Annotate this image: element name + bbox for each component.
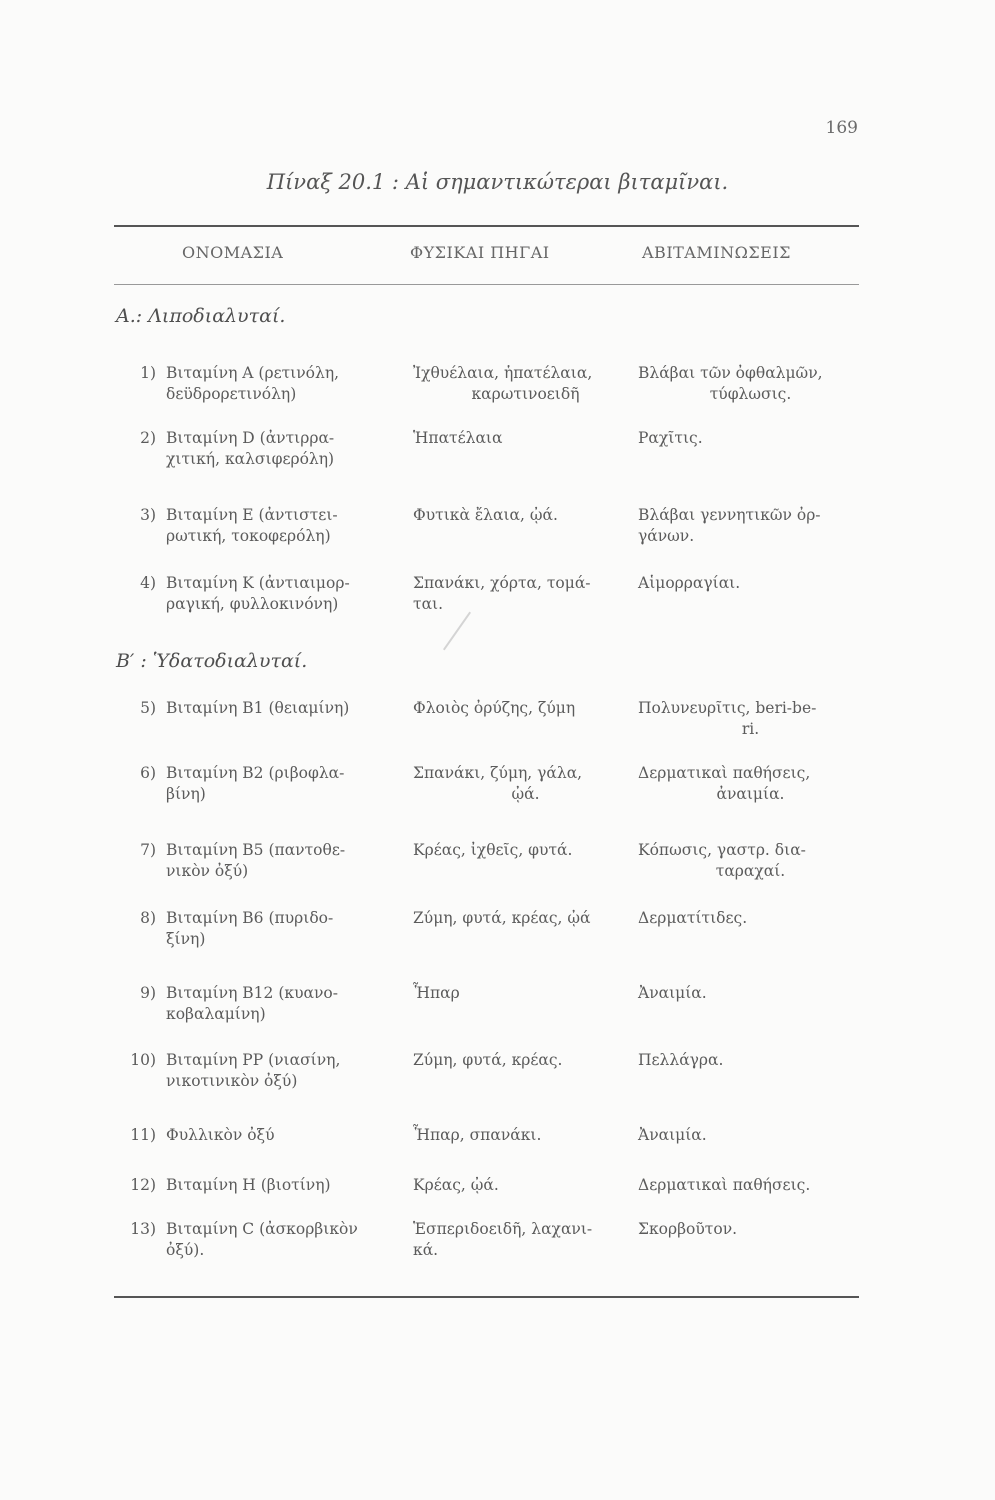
vitamin-name bbox=[166, 363, 398, 405]
avitaminosis-line: Σκορβοῦτον. bbox=[638, 1220, 738, 1238]
section-fat-soluble: Α.: Λιποδιαλυταί. bbox=[116, 305, 286, 327]
row-number: 9) bbox=[140, 984, 156, 1002]
vitamin-name bbox=[166, 698, 398, 719]
avitaminosis-line: Ἀναιμία. bbox=[638, 984, 707, 1002]
avitaminosis-line: γάνων. bbox=[638, 527, 695, 545]
row-number: 6) bbox=[140, 764, 156, 782]
natural-sources-line: Ζύμη, φυτά, κρέας. bbox=[413, 1051, 563, 1069]
avitaminosis bbox=[638, 505, 863, 547]
vitamin-name bbox=[166, 983, 398, 1025]
row-number: 10) bbox=[130, 1051, 156, 1069]
vitamin-name-line: ραγική, φυλλοκινόνη) bbox=[166, 595, 339, 613]
row-number: 7) bbox=[140, 841, 156, 859]
row-number: 11) bbox=[130, 1126, 156, 1144]
vitamin-name-line: Βιταμίνη Β1 (θειαμίνη) bbox=[166, 699, 350, 717]
natural-sources-line: Κρέας, ἰχθεῖς, φυτά. bbox=[413, 841, 573, 859]
vitamin-name bbox=[166, 763, 398, 805]
row-number: 5) bbox=[140, 699, 156, 717]
avitaminosis bbox=[638, 763, 863, 805]
avitaminosis-line: Πελλάγρα. bbox=[638, 1051, 724, 1069]
natural-sources bbox=[413, 1219, 638, 1261]
vitamin-name-line: δεϋδρορετινόλη) bbox=[166, 385, 297, 403]
avitaminosis bbox=[638, 1219, 863, 1240]
natural-sources bbox=[413, 698, 638, 719]
avitaminosis-line: Δερματίτιδες. bbox=[638, 909, 748, 927]
avitaminosis bbox=[638, 573, 863, 594]
vitamin-name-line: Βιταμίνη C (ἀσκορβικὸν bbox=[166, 1220, 358, 1238]
vitamin-name-line: Βιταμίνη Β5 (παντοθε- bbox=[166, 841, 346, 859]
natural-sources bbox=[413, 428, 638, 449]
natural-sources-line: Φυτικὰ ἔλαια, ᾠά. bbox=[413, 506, 558, 524]
avitaminosis bbox=[638, 363, 863, 405]
natural-sources bbox=[413, 505, 638, 526]
vitamin-name bbox=[166, 1175, 398, 1196]
avitaminosis-line: τύφλωσις. bbox=[709, 385, 792, 403]
avitaminosis-line: Βλάβαι γεννητικῶν ὀρ- bbox=[638, 506, 821, 524]
vitamin-name bbox=[166, 908, 398, 950]
vitamin-name bbox=[166, 428, 398, 470]
header-avitaminoses: ΑΒΙΤΑΜΙΝΩΣΕΙΣ bbox=[642, 243, 791, 262]
header-rule bbox=[114, 284, 859, 285]
page-number: 169 bbox=[825, 118, 858, 138]
vitamin-name-line: νικὸν ὀξύ) bbox=[166, 862, 249, 880]
avitaminosis bbox=[638, 1050, 863, 1071]
vitamin-name-line: Φυλλικὸν ὀξύ bbox=[166, 1126, 275, 1144]
avitaminosis-line: ἀναιμία. bbox=[716, 785, 785, 803]
header-name: ΟΝΟΜΑΣΙΑ bbox=[182, 243, 284, 262]
pencil-mark bbox=[443, 612, 471, 651]
natural-sources-line: Κρέας, ᾠά. bbox=[413, 1176, 499, 1194]
natural-sources bbox=[413, 1125, 638, 1146]
vitamin-name-line: νικοτινικὸν ὀξύ) bbox=[166, 1072, 298, 1090]
natural-sources bbox=[413, 983, 638, 1004]
vitamin-name-line: Βιταμίνη Β6 (πυριδο- bbox=[166, 909, 334, 927]
header-sources: ΦΥΣΙΚΑΙ ΠΗΓΑΙ bbox=[410, 243, 550, 262]
row-number: 2) bbox=[140, 429, 156, 447]
natural-sources-line: Ἧπαρ bbox=[413, 984, 460, 1002]
natural-sources bbox=[413, 908, 638, 929]
avitaminosis-line: Ραχῖτις. bbox=[638, 429, 703, 447]
avitaminosis-line: Βλάβαι τῶν ὀφθαλμῶν, bbox=[638, 364, 823, 382]
avitaminosis bbox=[638, 1125, 863, 1146]
natural-sources-line: ται. bbox=[413, 595, 444, 613]
avitaminosis-line: Δερματικαὶ παθήσεις, bbox=[638, 764, 811, 782]
vitamin-name-line: Βιταμίνη D (ἀντιρρα- bbox=[166, 429, 335, 447]
vitamin-name-line: ρωτική, τοκοφερόλη) bbox=[166, 527, 331, 545]
natural-sources bbox=[413, 573, 638, 615]
natural-sources-line: ᾠά. bbox=[511, 785, 540, 803]
vitamin-name-line: βίνη) bbox=[166, 785, 206, 803]
vitamin-name bbox=[166, 505, 398, 547]
vitamin-name-line: ξίνη) bbox=[166, 930, 206, 948]
row-number: 12) bbox=[130, 1176, 156, 1194]
top-rule bbox=[114, 225, 859, 227]
vitamin-name bbox=[166, 1219, 398, 1261]
vitamin-name bbox=[166, 1050, 398, 1092]
vitamin-name-line: Βιταμίνη Β2 (ριβοφλα- bbox=[166, 764, 345, 782]
natural-sources-line: Ἡπατέλαια bbox=[413, 429, 503, 447]
avitaminosis-line: Αἱμορραγίαι. bbox=[638, 574, 741, 592]
avitaminosis bbox=[638, 840, 863, 882]
vitamin-name bbox=[166, 840, 398, 882]
section-water-soluble: Β′ : Ὑδατοδιαλυταί. bbox=[116, 650, 308, 672]
natural-sources-line: καρωτινοειδῆ bbox=[471, 385, 580, 403]
natural-sources-line: Σπανάκι, χόρτα, τομά- bbox=[413, 574, 591, 592]
vitamin-name-line: Βιταμίνη Β12 (κυανο- bbox=[166, 984, 338, 1002]
natural-sources bbox=[413, 763, 638, 805]
avitaminosis-line: Ἀναιμία. bbox=[638, 1126, 707, 1144]
vitamin-name bbox=[166, 1125, 398, 1146]
vitamin-name-line: Βιταμίνη Ε (ἀντιστει- bbox=[166, 506, 338, 524]
vitamin-name-line: Βιταμίνη Κ (ἀντιαιμορ- bbox=[166, 574, 350, 592]
vitamin-name-line: ὀξύ). bbox=[166, 1241, 205, 1259]
avitaminosis-line: ταραχαί. bbox=[715, 862, 786, 880]
vitamin-name-line: χιτική, καλσιφερόλη) bbox=[166, 450, 335, 468]
row-number: 13) bbox=[130, 1220, 156, 1238]
row-number: 4) bbox=[140, 574, 156, 592]
natural-sources bbox=[413, 840, 638, 861]
avitaminosis-line: Δερματικαὶ παθήσεις. bbox=[638, 1176, 811, 1194]
table-title: Πίναξ 20.1 : Αἱ σημαντικώτεραι βιταμῖναι. bbox=[266, 170, 729, 194]
natural-sources bbox=[413, 1050, 638, 1071]
row-number: 1) bbox=[140, 364, 156, 382]
natural-sources-line: Ἧπαρ, σπανάκι. bbox=[413, 1126, 542, 1144]
natural-sources bbox=[413, 1175, 638, 1196]
vitamin-name-line: Βιταμίνη PP (νιασίνη, bbox=[166, 1051, 341, 1069]
avitaminosis bbox=[638, 908, 863, 929]
natural-sources bbox=[413, 363, 638, 405]
natural-sources-line: Φλοιὸς ὀρύζης, ζύμη bbox=[413, 699, 576, 717]
avitaminosis-line: ri. bbox=[741, 720, 760, 738]
avitaminosis bbox=[638, 983, 863, 1004]
natural-sources-line: Ἑσπεριδοειδῆ, λαχανι- bbox=[413, 1220, 593, 1238]
vitamin-name bbox=[166, 573, 398, 615]
vitamin-name-line: Βιταμίνη Η (βιοτίνη) bbox=[166, 1176, 331, 1194]
natural-sources-line: Ζύμη, φυτά, κρέας, ᾠά bbox=[413, 909, 591, 927]
row-number: 3) bbox=[140, 506, 156, 524]
avitaminosis bbox=[638, 428, 863, 449]
avitaminosis bbox=[638, 1175, 863, 1196]
natural-sources-line: κά. bbox=[413, 1241, 439, 1259]
vitamin-name-line: Βιταμίνη Α (ρετινόλη, bbox=[166, 364, 340, 382]
vitamin-name-line: κοβαλαμίνη) bbox=[166, 1005, 266, 1023]
natural-sources-line: Ἰχθυέλαια, ἡπατέλαια, bbox=[413, 364, 593, 382]
bottom-rule bbox=[114, 1296, 859, 1298]
avitaminosis bbox=[638, 698, 863, 740]
avitaminosis-line: Πολυνευρῖτις, beri-be- bbox=[638, 699, 817, 717]
natural-sources-line: Σπανάκι, ζύμη, γάλα, bbox=[413, 764, 583, 782]
avitaminosis-line: Κόπωσις, γαστρ. δια- bbox=[638, 841, 806, 859]
row-number: 8) bbox=[140, 909, 156, 927]
